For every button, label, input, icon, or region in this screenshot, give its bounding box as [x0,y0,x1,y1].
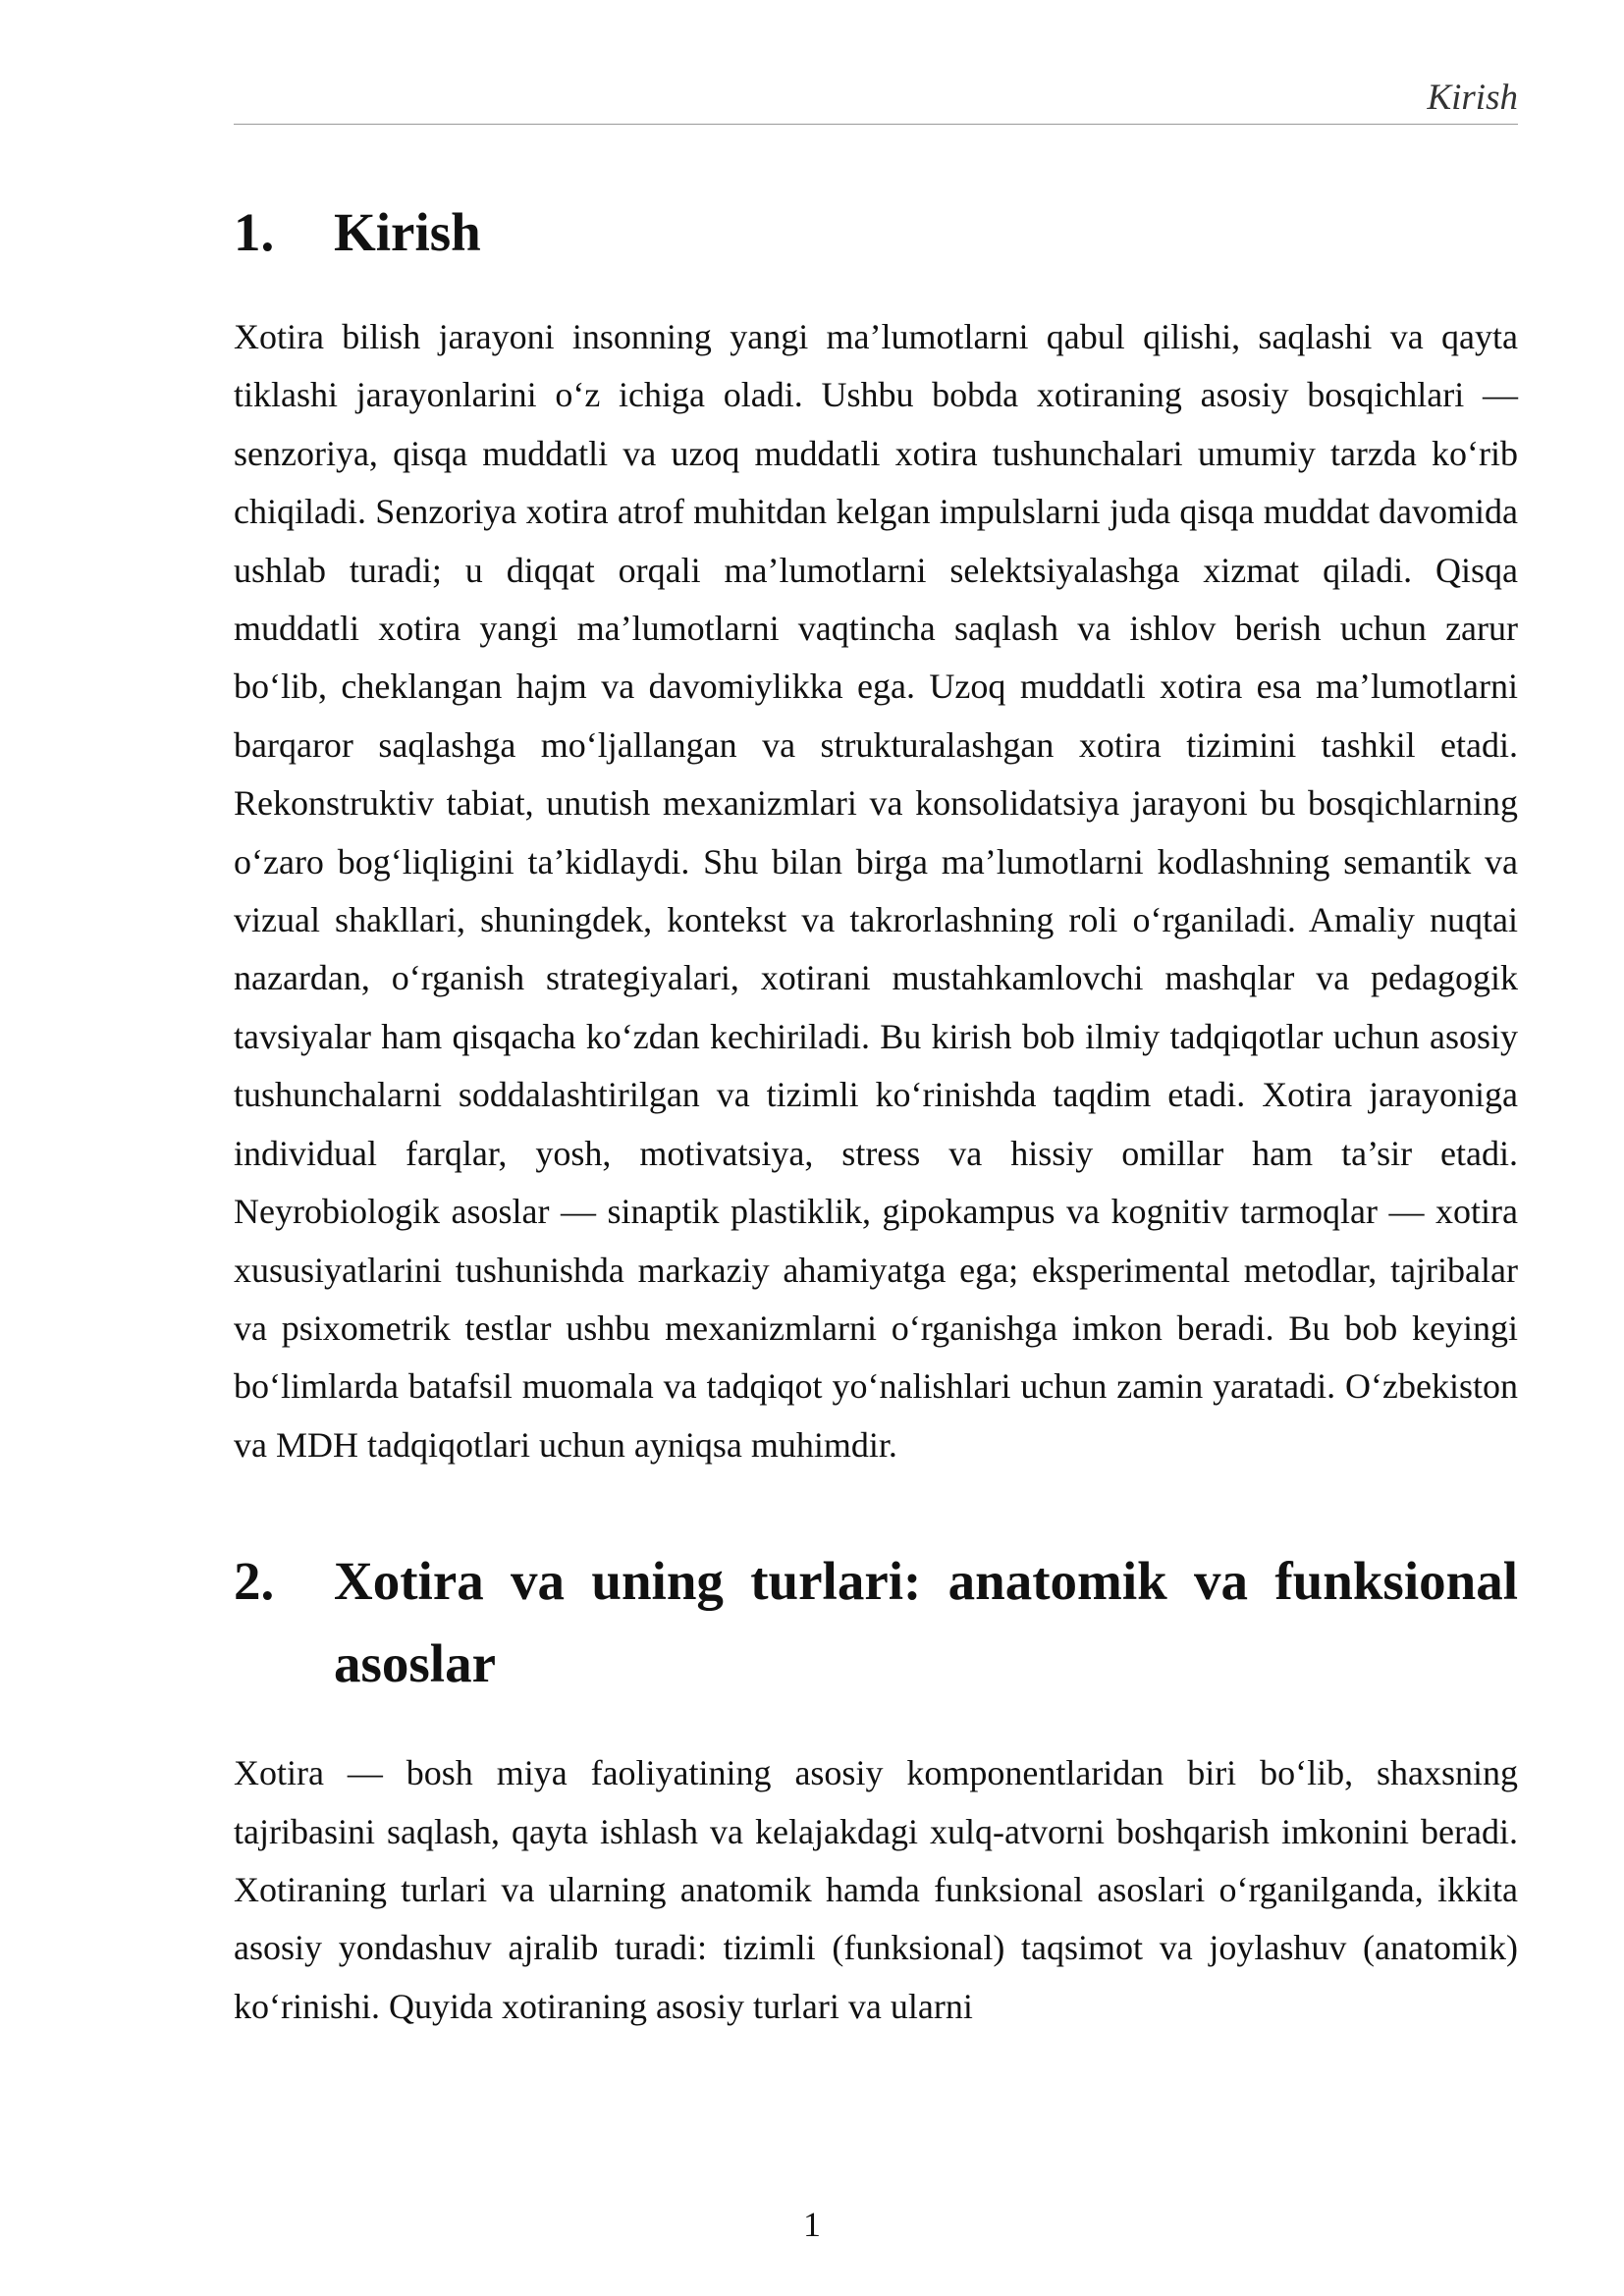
section-title: Xotira va uning turlari: anatomik va funksional asoslar [334,1551,1518,1694]
page-number: 1 [803,2205,821,2244]
body-paragraph: Xotira bilish jarayoni insonning yangi ma’lumotlarni qabul qilishi, saqlashi va qayta tiklashi jarayonlarini o‘z ichiga oladi. Ushbu bobda xotiraning asosiy bosqichlari — senzoriya, qisqa muddatli va uzoq muddatli xotira tushunchalari umumiy tarzda ko‘rib chiqiladi. Senzoriya xotira atrof muhitdan kelgan impulslarni juda qisqa muddat davomida ushlab turadi; u diqqat orqali ma’lumotlarni selektsiyalashga xizmat qiladi. Qisqa muddatli xotira yangi ma’lumotlarni vaqtincha saqlash va ishlov berish uchun zarur bo‘lib, cheklangan hajm va davomiylikka ega. Uzoq muddatli xotira esa ma’lumotlarni barqaror saqlashga mo‘ljallangan va strukturalashgan xotira tizimini tashkil etadi. Rekonstruktiv tabiat, unutish mexanizmlari va konsolidatsiya jarayoni bu bosqichlarning o‘zaro bog‘liqligini ta’kidlaydi. Shu bilan birga ma’lumotlarni kodlashning semantik va vizual shakllari, shuningdek, kontekst va takrorlashning roli o‘rganiladi. Amaliy nuqtai nazardan, o‘rganish strategiyalari, xotirani mustahkamlovchi mashqlar va pedagogik tavsiyalar ham qisqacha ko‘zdan kechiriladi. Bu kirish bob ilmiy tadqiqotlar uchun asosiy tushunchalarni soddalashtirilgan va tizimli ko‘rinishda taqdim etadi. Xotira jarayoniga individual farqlar, yosh, motivatsiya, stress va hissiy omillar ham ta’sir etadi. Neyrobiologik asoslar — sinaptik plastiklik, gipokampus va kognitiv tarmoqlar — xotira xususiyatlarini tushunishda markaziy ahamiyatga ega; eksperimental metodlar, tajribalar va psixometrik testlar ushbu mexanizmlarni o‘rganishga imkon beradi. Bu bob keyingi bo‘limlarda batafsil muomala va tadqiqot yo‘nalishlari uchun zamin yaratadi. O‘zbekiston va MDH tadqiqotlari uchun ayniqsa muhimdir. [234,317,1518,1465]
running-header-title: Kirish [1427,78,1518,118]
section-number: 2. [234,1551,275,1612]
section-heading-1 [234,202,1518,263]
section-title: Kirish [334,202,481,262]
body-paragraph: Xotira — bosh miya faoliyatining asosiy komponentlaridan biri bo‘lib, shaxsning tajribasini saqlash, qayta ishlash va kelajakdagi xulq-atvorni boshqarish imkonini beradi. Xotiraning turlari va ularning anatomik hamda funksional asoslari o‘rganilganda, ikkita asosiy yondashuv ajralib turadi: tizimli (funksional) taqsimot va joylashuv (anatomik) ko‘rinishi. Quyida xotiraning asosiy turlari va ularni [234,1753,1518,2026]
section-heading-2 [234,1551,1518,1705]
page-content [234,196,1518,2036]
section-number: 1. [234,202,275,262]
running-header [234,73,1518,125]
